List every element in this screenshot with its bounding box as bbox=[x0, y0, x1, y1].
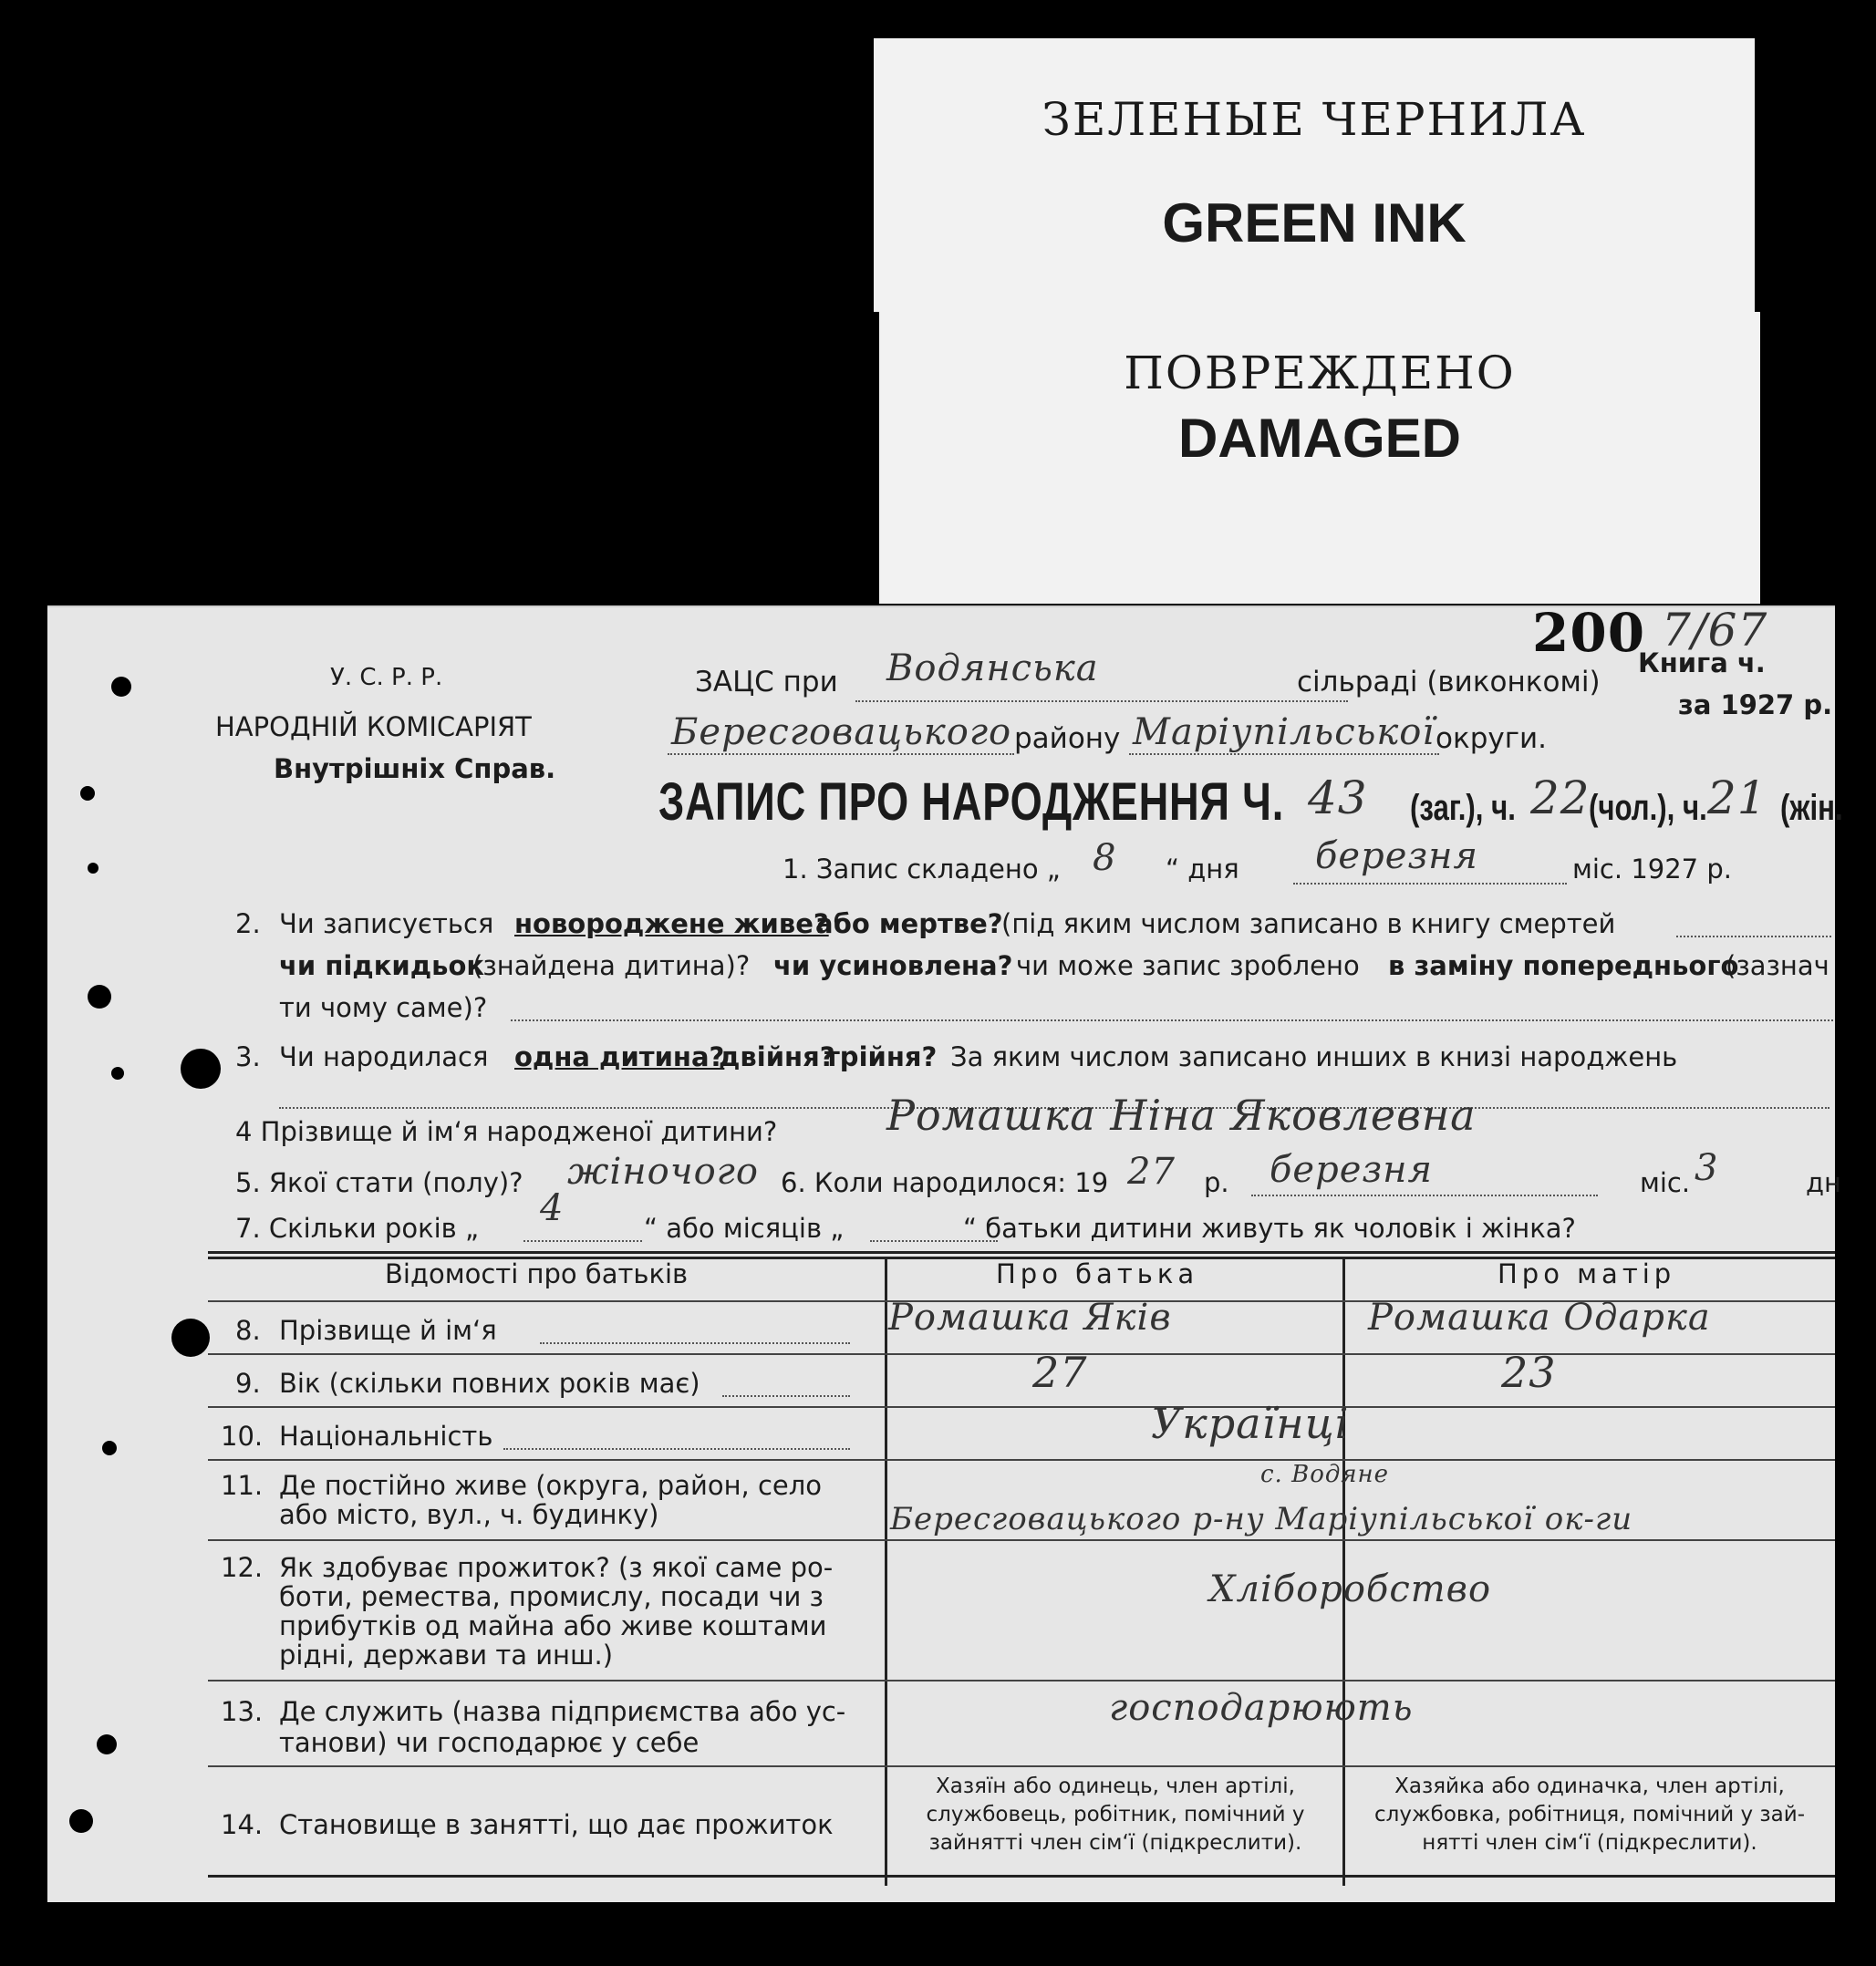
mother-status-line: нятті член сім‘ї (підкреслити). bbox=[1422, 1831, 1757, 1855]
record-title: ЗАПИС ПРО НАРОДЖЕННЯ Ч. bbox=[658, 772, 1285, 832]
q2-l3: ти чому саме)? bbox=[279, 992, 488, 1023]
table-row-num: 9. bbox=[235, 1368, 261, 1399]
q3-d: трійня? bbox=[824, 1041, 938, 1072]
q6-month-line bbox=[1251, 1195, 1598, 1196]
book-year: за 1927 р. bbox=[1678, 689, 1833, 720]
q1-month-line bbox=[1293, 883, 1567, 885]
record-number-female: 21 bbox=[1707, 771, 1767, 824]
q1-month: березня bbox=[1315, 835, 1479, 877]
record-label-female: (жін. bbox=[1780, 788, 1843, 828]
okrug-handwritten: Маріупільської bbox=[1133, 711, 1436, 753]
table-row-label: Становище в занятті, що дає прожиток bbox=[279, 1809, 834, 1840]
record-number-male: 22 bbox=[1530, 771, 1591, 824]
q2-l2f: (зазнач bbox=[1726, 950, 1829, 981]
table-row-num: 8. bbox=[235, 1315, 261, 1346]
damaged-notice-card bbox=[879, 312, 1760, 604]
punch-hole bbox=[111, 677, 131, 697]
table-row-label: Прізвище й ім‘я bbox=[279, 1315, 497, 1346]
table-row-num: 10. bbox=[221, 1421, 264, 1452]
q2-l2e: в заміну попереднього bbox=[1388, 950, 1739, 981]
table-row-num: 11. bbox=[221, 1470, 264, 1501]
father-age: 27 bbox=[1032, 1348, 1088, 1397]
district-line bbox=[668, 753, 1014, 755]
q6-r: р. bbox=[1204, 1167, 1229, 1198]
q1-suffix: міс. 1927 р. bbox=[1572, 854, 1732, 885]
table-row-label: боти, ремества, промислу, посади чи з bbox=[279, 1581, 824, 1612]
green-ink-notice-en: GREEN INK bbox=[1162, 192, 1467, 254]
district-handwritten: Бересговацького bbox=[671, 711, 1012, 753]
punch-hole bbox=[88, 985, 111, 1009]
q3-e: За яким числом записано инших в книзі народжень bbox=[950, 1041, 1678, 1072]
q2-l1c: або мертве? bbox=[815, 908, 1003, 939]
punch-hole bbox=[171, 1319, 210, 1357]
q3-c: двійня? bbox=[719, 1041, 835, 1072]
table-row-label: прибутків од майна або живе коштами bbox=[279, 1610, 827, 1641]
q4-child-name: Ромашка Ніна Яковлевна bbox=[886, 1091, 1477, 1140]
father-status-line: Хазяїн або одинець, член артілі, bbox=[936, 1775, 1295, 1798]
table-row-label: Як здобуває прожиток? (з якої саме ро- bbox=[279, 1552, 834, 1583]
q2-l1a: Чи записується bbox=[279, 908, 494, 939]
q3-num: 3. bbox=[235, 1041, 261, 1072]
q7-mid: “ або місяців „ bbox=[644, 1213, 845, 1244]
father-status-options bbox=[890, 1773, 1341, 1857]
q1-mid: “ дня bbox=[1166, 854, 1239, 885]
q2-num: 2. bbox=[235, 908, 261, 939]
header-ussr: У. С. Р. Р. bbox=[330, 664, 443, 691]
mother-age: 23 bbox=[1501, 1348, 1557, 1397]
father-status-line: службовець, робітник, помічний у bbox=[926, 1803, 1305, 1826]
punch-hole bbox=[181, 1049, 221, 1089]
q3-b: одна дитина? bbox=[514, 1041, 725, 1072]
father-status-line: зайнятті член сім‘ї (підкреслити). bbox=[928, 1831, 1302, 1855]
q2-l2d: чи може запис зроблено bbox=[1016, 950, 1360, 981]
punch-hole bbox=[102, 1441, 117, 1455]
q1-prefix: 1. Запис складено „ bbox=[783, 854, 1061, 885]
q7-years-line bbox=[523, 1240, 642, 1242]
damaged-notice-en: DAMAGED bbox=[1178, 408, 1461, 469]
damaged-notice-ru: ПОВРЕЖДЕНО bbox=[1124, 347, 1516, 399]
green-ink-notice-ru: ЗЕЛЕНЫЕ ЧЕРНИЛА bbox=[1042, 93, 1587, 146]
residence-both: Бересговацького р-ну Маріупільської ок-ги bbox=[890, 1501, 1633, 1537]
q6-month: березня bbox=[1270, 1149, 1434, 1191]
q2-l2b: (знайдена дитина)? bbox=[472, 950, 751, 981]
table-row-num: 13. bbox=[221, 1696, 264, 1727]
father-name: Ромашка Яків bbox=[888, 1297, 1172, 1339]
birth-record-form bbox=[47, 602, 1843, 1902]
q1-day: 8 bbox=[1093, 837, 1117, 879]
mother-status-line: Хазяйка або одиначка, член артілі, bbox=[1394, 1775, 1785, 1798]
nationality-both: Українці bbox=[1151, 1399, 1350, 1448]
punch-hole bbox=[80, 786, 95, 801]
residence-village: с. Водяне bbox=[1260, 1461, 1390, 1488]
punch-hole bbox=[88, 863, 98, 874]
table-row-label: або місто, вул., ч. будинку) bbox=[279, 1499, 659, 1530]
q2-l2a: чи підкидьок bbox=[279, 950, 485, 981]
village-handwritten: Водянська bbox=[886, 647, 1099, 689]
book-number-handwritten: 7/67 bbox=[1662, 604, 1768, 657]
q7-label: 7. Скільки років „ bbox=[235, 1213, 479, 1244]
table-head-father: Про батька bbox=[996, 1258, 1199, 1289]
q3-a: Чи народилася bbox=[279, 1041, 489, 1072]
occupation-both: Хліборобство bbox=[1209, 1568, 1492, 1610]
q2-l1d: (під яким числом записано в книгу смертей bbox=[1001, 908, 1616, 939]
table-row-label: Де служить (назва підприємства або ус- bbox=[279, 1696, 846, 1727]
punch-hole bbox=[69, 1809, 93, 1833]
header-internal-affairs: Внутрішніх Справ. bbox=[274, 753, 556, 784]
q6-label: 6. Коли народилося: 19 bbox=[781, 1167, 1109, 1198]
zags-prefix: ЗАЦС при bbox=[695, 666, 838, 698]
table-row-label: Національність bbox=[279, 1421, 493, 1452]
header-commissariat: НАРОДНІЙ КОМІСАРІЯТ bbox=[215, 711, 532, 742]
record-number-total: 43 bbox=[1308, 771, 1368, 824]
q2-line3 bbox=[511, 1019, 1833, 1021]
okrug-line bbox=[1129, 753, 1439, 755]
table-row-num: 14. bbox=[221, 1809, 264, 1840]
table-head-info: Відомості про батьків bbox=[385, 1258, 689, 1289]
q7-years: 4 bbox=[540, 1187, 565, 1229]
q6-dn: дн bbox=[1806, 1167, 1842, 1198]
q2-l1b: новороджене живе? bbox=[514, 908, 829, 939]
q5-label: 5. Якої стати (полу)? bbox=[235, 1167, 523, 1198]
q7-suffix: “ батьки дитини живуть як чоловік і жінка? bbox=[963, 1213, 1576, 1244]
record-label-male: (чол.), ч. bbox=[1589, 788, 1707, 828]
archive-number: 200 bbox=[1532, 602, 1646, 664]
village-suffix: сільраді (виконкомі) bbox=[1297, 666, 1601, 698]
table-row-label: Де постійно живе (округа, район, село bbox=[279, 1470, 823, 1501]
punch-hole bbox=[111, 1067, 124, 1080]
q6-year: 27 bbox=[1127, 1151, 1176, 1193]
q2-l2c: чи усиновлена? bbox=[773, 950, 1013, 981]
workplace-both: господарюють bbox=[1109, 1687, 1414, 1729]
table-row-label: Вік (скільки повних років має) bbox=[279, 1368, 700, 1399]
mother-name: Ромашка Одарка bbox=[1368, 1297, 1711, 1339]
mother-status-options bbox=[1348, 1773, 1831, 1857]
table-row-num: 12. bbox=[221, 1552, 264, 1583]
table-row-label: рідні, держави та инш.) bbox=[279, 1640, 614, 1671]
okrug-label: округи. bbox=[1436, 722, 1548, 755]
table-head-mother: Про матір bbox=[1498, 1258, 1676, 1289]
book-label: Книга ч. bbox=[1638, 647, 1766, 678]
green-ink-notice-card bbox=[874, 38, 1755, 312]
district-label: району bbox=[1014, 722, 1121, 755]
q5-sex: жіночого bbox=[567, 1151, 759, 1193]
punch-hole bbox=[97, 1734, 117, 1754]
q2-line1 bbox=[1676, 936, 1831, 937]
table-row-label: танови) чи господарює у себе bbox=[279, 1727, 700, 1758]
q4-label: 4 Прізвище й ім‘я народженої дитини? bbox=[235, 1116, 778, 1147]
village-line bbox=[855, 700, 1348, 702]
q6-day: 3 bbox=[1695, 1147, 1719, 1189]
mother-status-line: службовка, робітниця, помічний у зай- bbox=[1373, 1803, 1806, 1826]
record-label-total: (заг.), ч. bbox=[1410, 788, 1516, 828]
q6-mis: міс. bbox=[1640, 1167, 1691, 1198]
